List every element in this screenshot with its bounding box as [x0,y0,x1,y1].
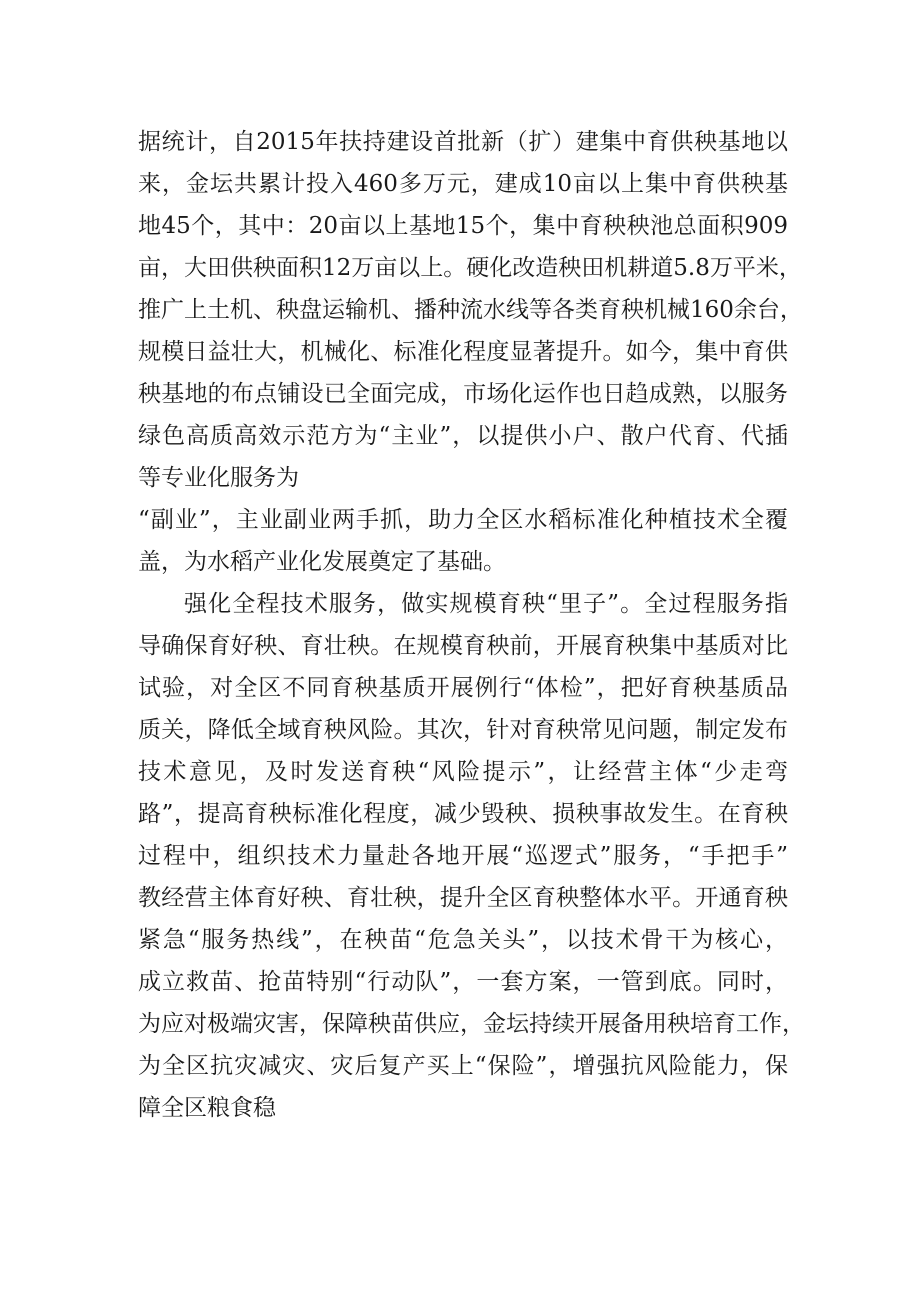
text-line: 质关，降低全域育秧风险。其次，针对育秧常见问题，制定发布 [138,717,788,743]
text-line: 为全区抗灾减灾、灾后复产买上“保险”，增强抗风险能力，保 [138,1053,788,1079]
text-line: 技术意见，及时发送育秧“风险提示”，让经营主体“少走弯 [138,759,788,785]
text-line: 紧急“服务热线”，在秧苗“危急关头”，以技术骨干为核心， [138,927,788,953]
text-line: 导确保育好秧、育壮秧。在规模育秧前，开展育秧集中基质对比 [138,633,788,659]
paragraph-3 [138,583,805,1129]
text-line: 教经营主体育好秧、育壮秧，提升全区育秧整体水平。开通育秧 [138,885,788,911]
text-line: 盖，为水稻产业化发展奠定了基础。 [138,549,506,575]
text-line: “副业”，主业副业两手抓，助力全区水稻标准化种植技术全覆 [138,507,788,533]
text-line: 成立救苗、抢苗特别“行动队”，一套方案，一管到底。同时， [138,969,788,995]
text-line: 据统计，自2015年扶持建设首批新（扩）建集中育供秧基地以 [138,129,788,155]
text-line: 障全区粮食稳 [138,1095,276,1121]
text-line: 地45个，其中：20亩以上基地15个，集中育秧秧池总面积909 [138,213,788,239]
text-line: 绿色高质高效示范方为“主业”，以提供小户、散户代育、代插 [138,423,788,449]
text-line: 强化全程技术服务，做实规模育秧“里子”。全过程服务指 [184,591,788,617]
text-line: 亩，大田供秧面积12万亩以上。硬化改造秧田机耕道5.8万平米， [138,255,802,281]
paragraph-1 [138,121,803,499]
text-line: 推广上土机、秧盘运输机、播种流水线等各类育秧机械160余台， [138,297,803,323]
text-line: 试验，对全区不同育秧基质开展例行“体检”，把好育秧基质品 [138,675,788,701]
paragraph-2 [138,499,788,583]
text-line: 为应对极端灾害，保障秧苗供应，金坛持续开展备用秧培育工作， [138,1011,805,1037]
text-line: 过程中，组织技术力量赴各地开展“巡逻式”服务，“手把手” [138,843,788,869]
text-line: 来，金坛共累计投入460多万元，建成10亩以上集中育供秧基 [138,171,788,197]
text-line: 规模日益壮大，机械化、标准化程度显著提升。如今，集中育供 [138,339,788,365]
text-line: 等专业化服务为 [138,465,299,491]
text-line: 秧基地的布点铺设已全面完成，市场化运作也日趋成熟，以服务 [138,381,788,407]
text-line: 路”，提高育秧标准化程度，减少毁秧、损秧事故发生。在育秧 [138,801,788,827]
document-body [138,121,805,1129]
